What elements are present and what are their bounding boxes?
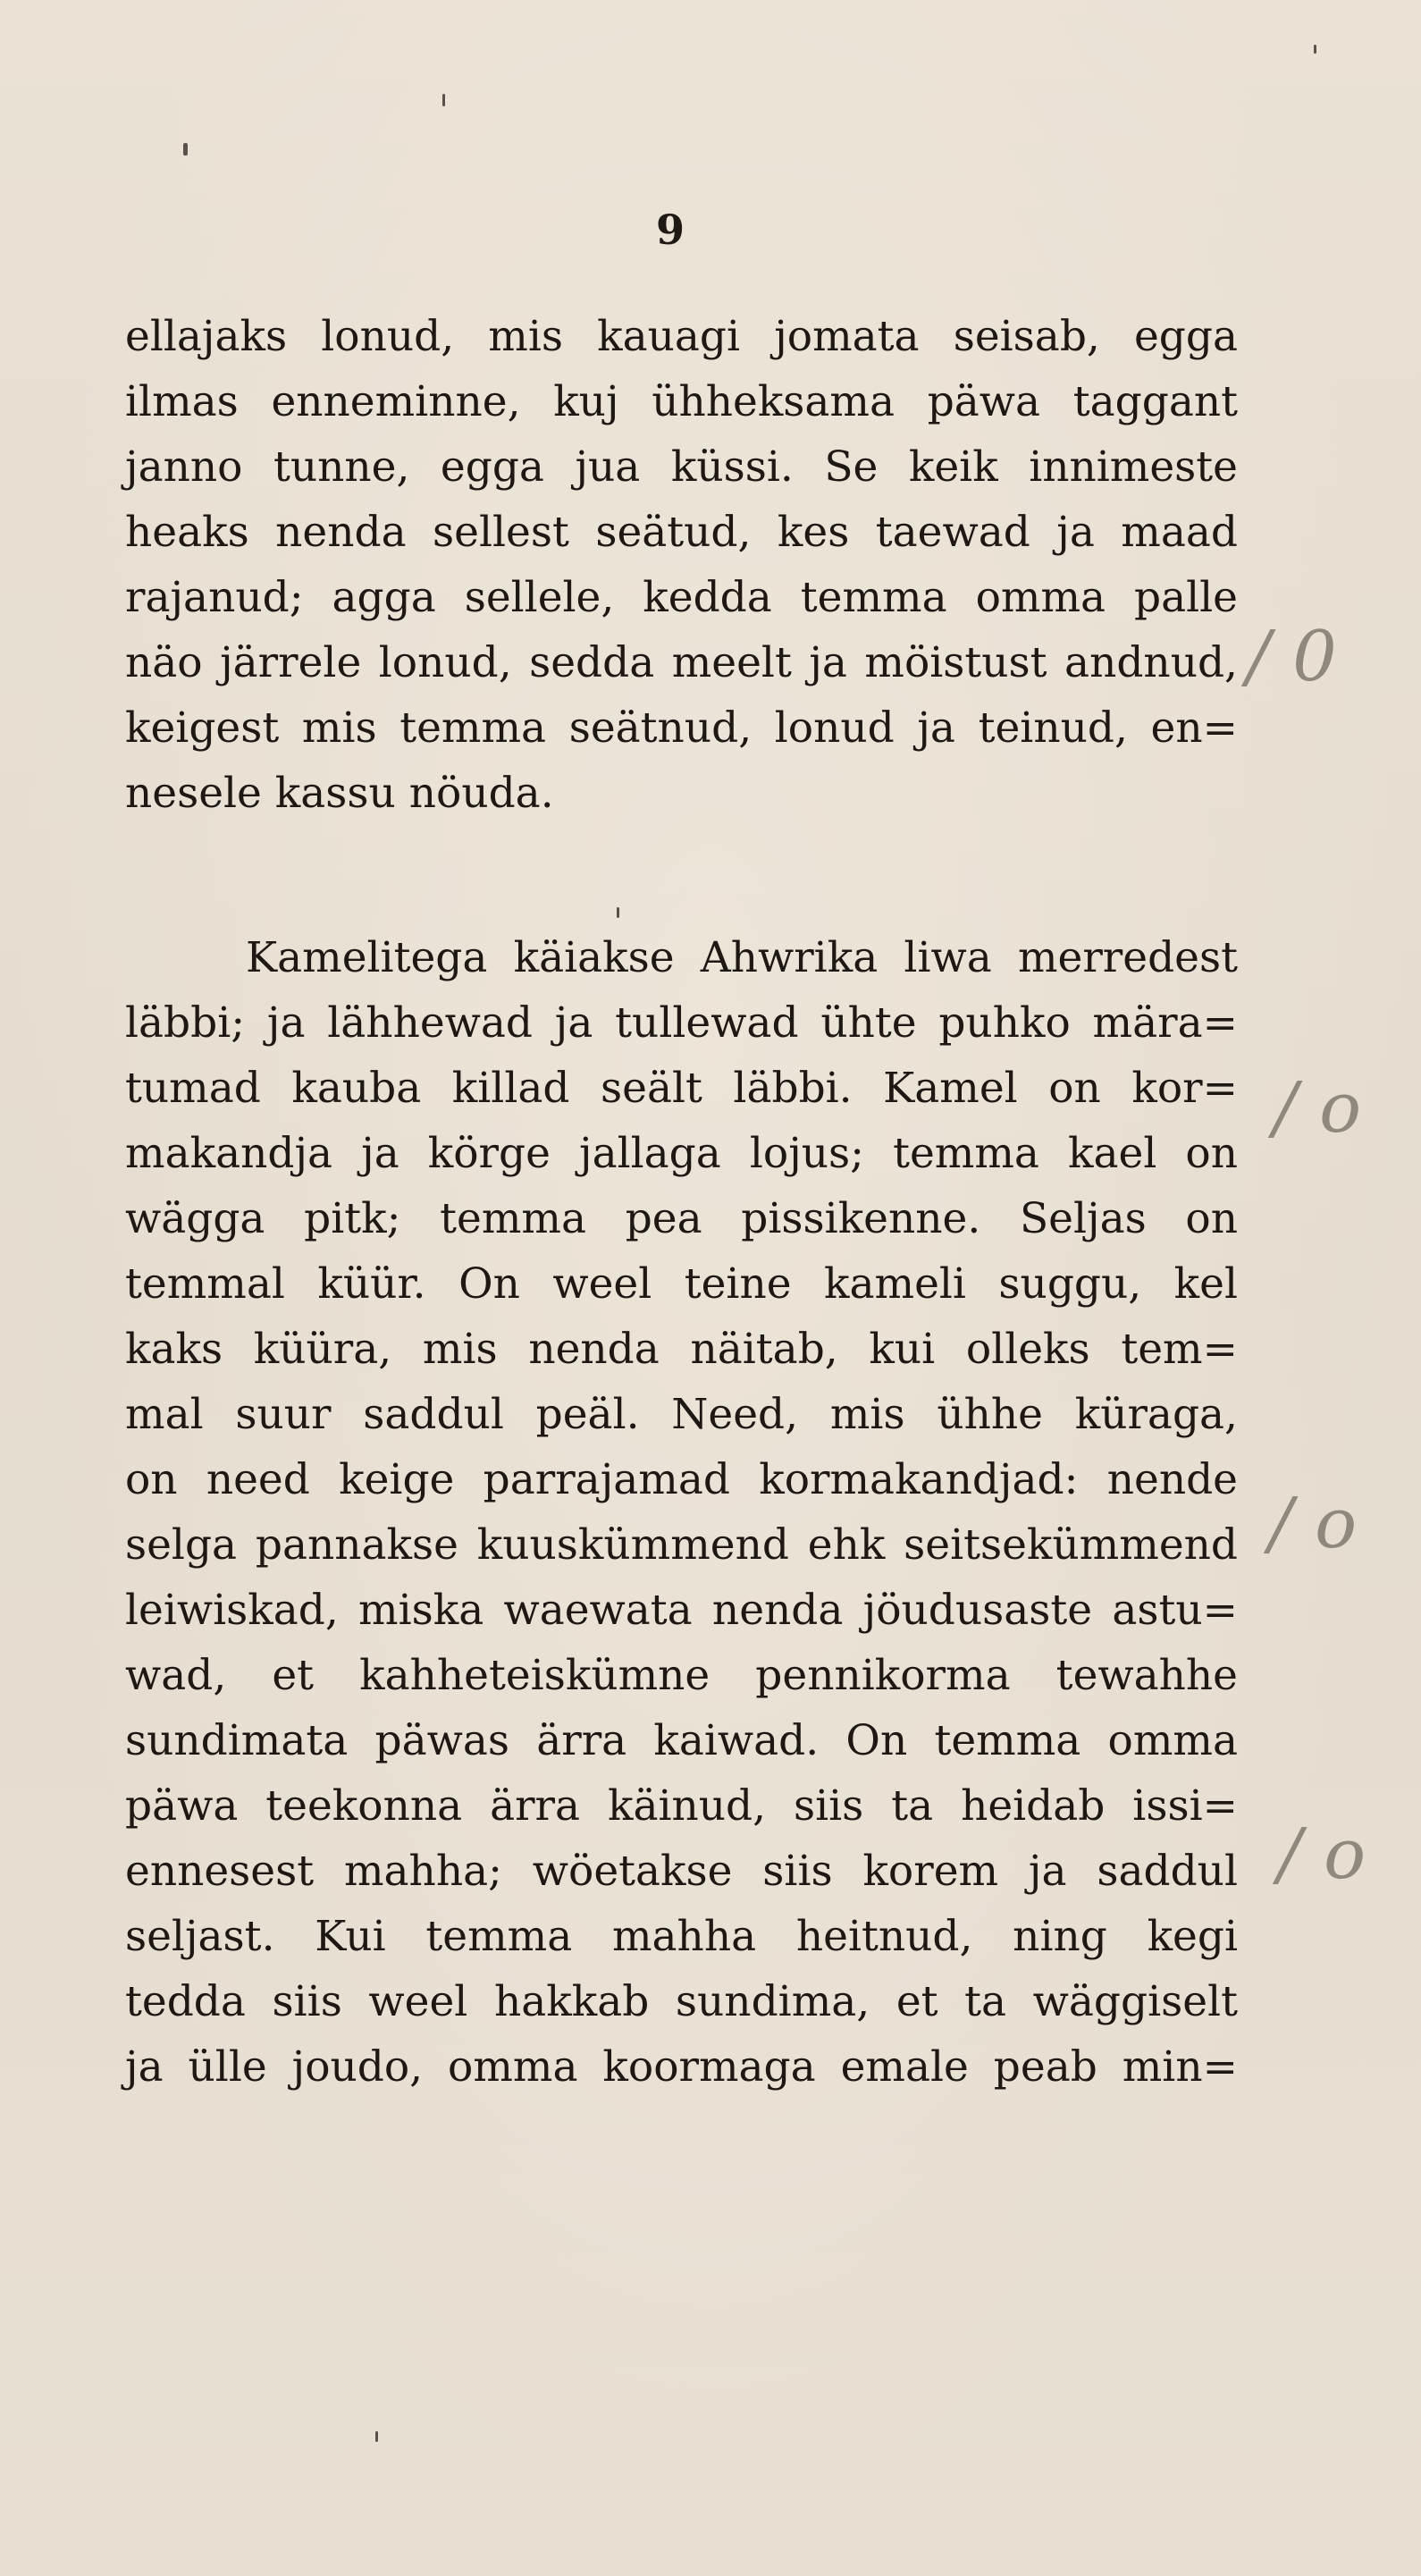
text-line: makandja ja körge jallaga lojus; temma kael on (125, 1129, 1238, 1178)
paper-speck (375, 2431, 378, 2442)
text-line: on need keige parrajamad kormakandjad: nende (125, 1455, 1238, 1504)
text-line: Kamelitega käiakse Ahwrika liwa merredest (246, 933, 1238, 982)
text-line: leiwiskad, miska waewata nenda jöudusaste astu= (125, 1586, 1238, 1635)
paragraph-2 (125, 925, 1238, 2100)
text-line: keigest mis temma seätnud, lonud ja teinud, en= (125, 703, 1238, 753)
text-line: ja ülle joudo, omma koormaga emale peab min= (125, 2042, 1238, 2092)
page-number: 9 (655, 206, 685, 254)
text-line: selga pannakse kuuskümmend ehk seitsekümmend (125, 1520, 1238, 1570)
text-line: wad, et kahheteiskümne pennikorma tewahhe (125, 1651, 1238, 1700)
text-line: ellajaks lonud, mis kauagi jomata seisab, egga (125, 312, 1238, 361)
text-line: kaks küüra, mis nenda näitab, kui olleks tem= (125, 1325, 1238, 1374)
text-line: tumad kauba killad seält läbbi. Kamel on kor= (125, 1064, 1238, 1113)
text-line: heaks nenda sellest seätud, kes taewad ja maad (125, 508, 1238, 557)
pencil-margin-note: / o (1278, 1814, 1366, 1895)
paper-speck (442, 94, 445, 106)
text-line: ilmas enneminne, kuj ühheksama päwa taggant (125, 377, 1238, 426)
text-line: wägga pitk; temma pea pissikenne. Seljas on (125, 1194, 1238, 1243)
paper-speck (617, 907, 619, 918)
pencil-margin-note: / 0 (1247, 617, 1337, 697)
text-line: läbbi; ja lähhewad ja tullewad ühte puhko mära= (125, 998, 1238, 1048)
text-line: tedda siis weel hakkab sundima, et ta wäggiselt (125, 1977, 1238, 2026)
text-line: nesele kassu nöuda. (125, 769, 554, 818)
text-line: seljast. Kui temma mahha heitnud, ning kegi (125, 1912, 1238, 1961)
paper-speck (1314, 45, 1316, 54)
text-line: ennesest mahha; wöetakse siis korem ja saddul (125, 1847, 1238, 1896)
text-line: päwa teekonna ärra käinud, siis ta heidab issi= (125, 1781, 1238, 1831)
text-line: janno tunne, egga jua küssi. Se keik innimeste (125, 442, 1238, 492)
pencil-margin-note: / o (1274, 1068, 1362, 1149)
paper-speck (183, 143, 188, 156)
text-line: sundimata päwas ärra kaiwad. On temma omma (125, 1716, 1238, 1765)
text-line: mal suur saddul peäl. Need, mis ühhe küraga, (125, 1390, 1238, 1439)
text-line: rajanud; agga sellele, kedda temma omma palle (125, 573, 1238, 622)
pencil-margin-note: / o (1269, 1484, 1358, 1564)
text-line: näo järrele lonud, sedda meelt ja möistust andnud, (125, 638, 1238, 687)
text-line: temmal küür. On weel teine kameli suggu, kel (125, 1259, 1238, 1309)
paragraph-1 (125, 304, 1238, 826)
